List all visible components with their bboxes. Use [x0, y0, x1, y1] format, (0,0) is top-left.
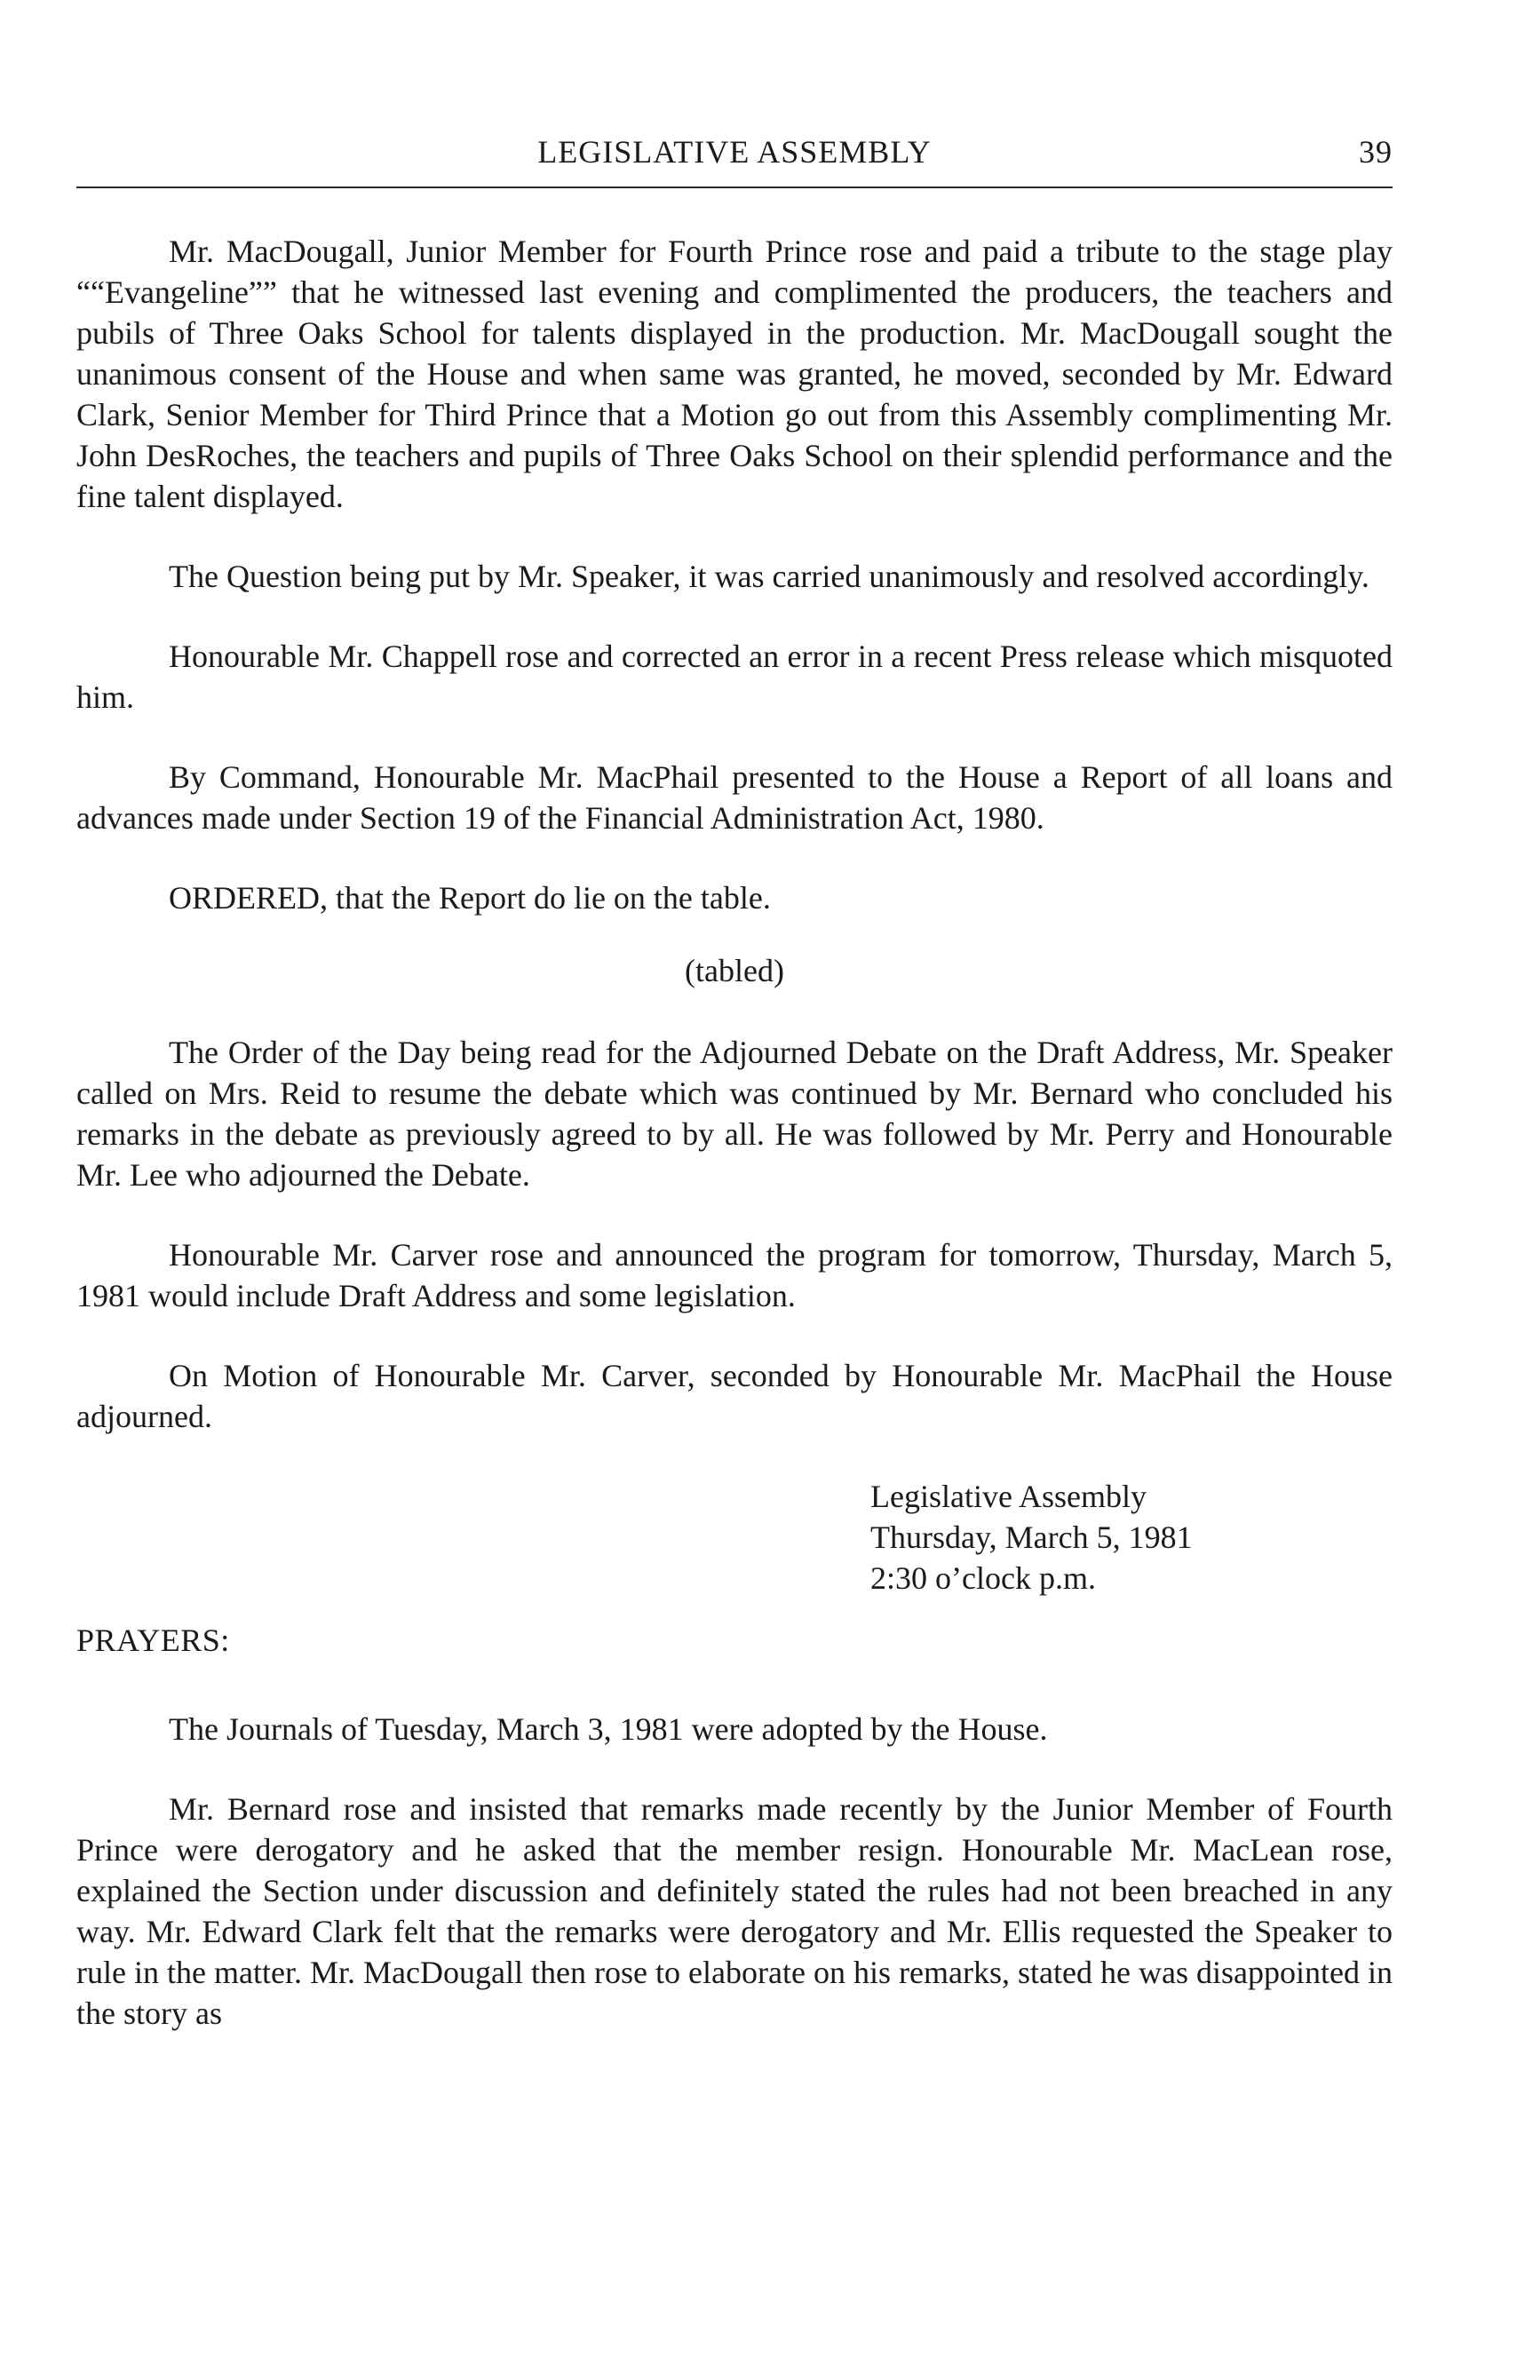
dateline-assembly: Legislative Assembly: [870, 1479, 1147, 1514]
dateline-date: Thursday, March 5, 1981: [870, 1519, 1193, 1555]
running-header: [76, 133, 1393, 186]
paragraph-journals-adopted: The Journals of Tuesday, March 3, 1981 were adopted by the House.: [169, 1711, 1048, 1747]
prayers-heading: PRAYERS:: [76, 1622, 230, 1658]
page-number: 39: [1359, 134, 1393, 170]
paragraph-program-tomorrow: Honourable Mr. Carver rose and announced the program for tomorrow, Thursday, March 5, 1981 would include Draft Address and some legislation.: [76, 1237, 1393, 1313]
paragraph-report-presented: By Command, Honourable Mr. MacPhail presented to the House a Report of all loans and advances made under Section 19 of the Financial Administration Act, 1980.: [76, 759, 1393, 836]
dateline-time: 2:30 o’clock p.m.: [870, 1560, 1096, 1596]
running-header-title: LEGISLATIVE ASSEMBLY: [537, 134, 932, 170]
sitting-dateline: [76, 1476, 1393, 1599]
paragraph-adjourned-debate: The Order of the Day being read for the Adjourned Debate on the Draft Address, Mr. Speaker called on Mrs. Reid to resume the debate which was continued by Mr. Bernard who concluded his remarks in the debate as previously agreed to by all. He was followed by Mr. Perry and Honourable Mr. Lee who adjourned the Debate.: [76, 1035, 1393, 1193]
paragraph-bernard-remarks: Mr. Bernard rose and insisted that remarks made recently by the Junior Member of Fourth Prince were derogatory and he asked that the member resign. Honourable Mr. MacLean rose, explained the Section under discussion and definitely stated the rules had not been breached in any way. Mr. Edward Clark felt that the remarks were derogatory and Mr. Ellis requested the Speaker to rule in the matter. Mr. MacDougall then rose to elaborate on his remarks, stated he was disappointed in the story as: [76, 1791, 1393, 2031]
paragraph-chappell-correction: Honourable Mr. Chappell rose and corrected an error in a recent Press release which misquoted him.: [76, 639, 1393, 715]
journal-page: [76, 133, 1393, 2073]
paragraph-house-adjourned: On Motion of Honourable Mr. Carver, seconded by Honourable Mr. MacPhail the House adjourned.: [76, 1358, 1393, 1434]
paragraph-tribute-evangeline: Mr. MacDougall, Junior Member for Fourth Prince rose and paid a tribute to the stage play ““Evangeline”” that he witnessed last evening and complimented the producers, the teachers and pubils of Three Oaks School for talents displayed in the production. Mr. MacDougall sought the unanimous consent of the House and when same was granted, he moved, seconded by Mr. Edward Clark, Senior Member for Third Prince that a Motion go out from this Assembly complimenting Mr. John DesRoches, the teachers and pupils of Three Oaks School on their splendid performance and the fine talent displayed.: [76, 234, 1393, 514]
tabled-note: (tabled): [685, 953, 784, 988]
paragraph-ordered: ORDERED, that the Report do lie on the table.: [169, 880, 771, 916]
header-rule: [76, 186, 1393, 188]
paragraph-question-carried: The Question being put by Mr. Speaker, it was carried unanimously and resolved accordingly.: [169, 559, 1369, 594]
